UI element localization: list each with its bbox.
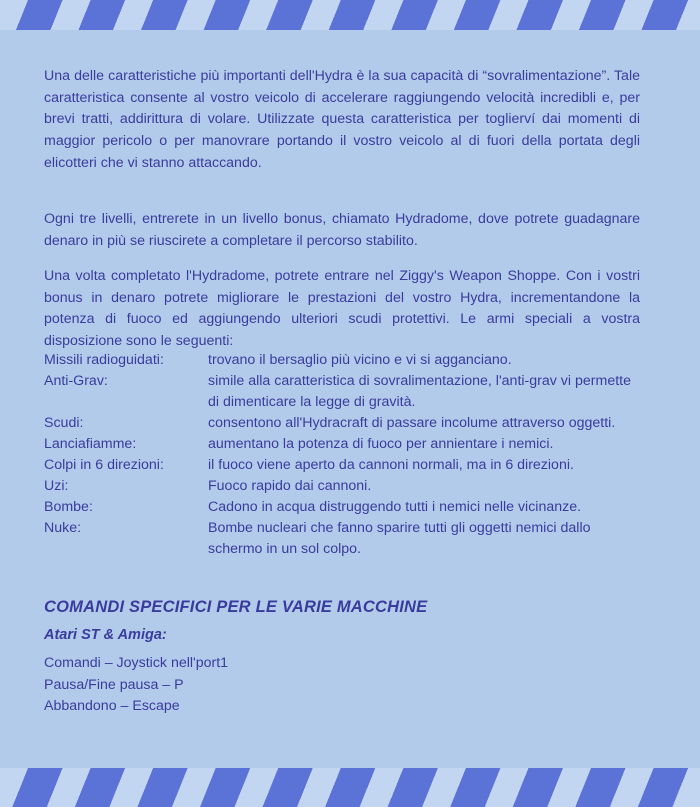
top-stripe-band — [0, 0, 700, 30]
weapon-description: simile alla caratteristica di sovralimentazione, l'anti-grav vi permette di dimenticare la legge di gravità. — [208, 373, 631, 410]
weapon-name: Bombe: — [44, 499, 93, 515]
weapon-name: Missili radioguidati: — [44, 352, 164, 368]
weapon-row — [44, 518, 644, 560]
weapon-row — [44, 371, 644, 413]
weapon-row — [44, 413, 644, 434]
control-line: Comandi – Joystick nell'port1 — [44, 655, 229, 671]
weapon-description: consentono all'Hydracraft di passare incolume attraverso oggetti. — [208, 415, 616, 431]
weapon-row — [44, 497, 644, 518]
weapon-description: Cadono in acqua distruggendo tutti i nemici nelle vicinanze. — [208, 499, 582, 515]
weapon-description: aumentano la potenza di fuoco per annientare i nemici. — [208, 436, 554, 452]
weapon-description: il fuoco viene aperto da cannoni normali, ma in 6 direzioni. — [208, 457, 574, 473]
weapon-row — [44, 455, 644, 476]
paragraph-supercharge: Una delle caratteristiche più importanti dell'Hydra è la sua capacità di “sovralimentazione”. Tale caratteristica consente al vostro veicolo di accelerare raggiungendo velocità incredibli e, per brevi tratti, addirittura di volare. Utilizzate questa caratteristica per toglierví dai momenti di maggior pericolo o per manovrare portando il vostro veicolo al di fuori della portata degli elicotteri che vi stanno attaccando. — [44, 68, 640, 171]
weapon-list — [44, 350, 644, 560]
weapon-row — [44, 476, 644, 497]
controls-list — [44, 653, 228, 718]
paragraph-hydradome: Ogni tre livelli, entrerete in un livello bonus, chiamato Hydradome, dove potrete guadagnare denaro in più se riuscirete a completare il percorso stabilito. — [44, 211, 640, 249]
weapon-name: Scudi: — [44, 415, 84, 431]
weapon-name: Colpi in 6 direzioni: — [44, 457, 164, 473]
weapon-row — [44, 434, 644, 455]
intro-text — [44, 66, 640, 350]
commands-heading: COMANDI SPECIFICI PER LE VARIE MACCHINE — [44, 598, 428, 616]
weapon-name: Lanciafiamme: — [44, 436, 137, 452]
weapon-name: Anti-Grav: — [44, 373, 108, 389]
platform-heading: Atari ST & Amiga: — [44, 627, 167, 643]
paragraph-weapon-shoppe: Una volta completato l'Hydradome, potrete entrare nel Ziggy's Weapon Shoppe. Con i vostri bonus in denaro potrete migliorare le prestazioni del vostro Hydra, incrementandone la potenza di fuoco ed aggiungendo ulteriori scudi protettivi. Le armi speciali a vostra disposizione sono le seguenti: — [44, 268, 640, 350]
control-line: Abbandono – Escape — [44, 698, 180, 714]
weapon-row — [44, 350, 644, 371]
bottom-stripe-band — [0, 768, 700, 807]
control-line: Pausa/Fine pausa – P — [44, 676, 184, 693]
weapon-description: Fuoco rapido dai cannoni. — [208, 478, 372, 494]
weapon-name: Nuke: — [44, 520, 82, 536]
weapon-name: Uzi: — [44, 478, 69, 494]
weapon-description: trovano il bersaglio più vicino e vi si agganciano. — [208, 352, 512, 368]
weapon-description: Bombe nucleari che fanno sparire tutti gli oggetti nemici dallo schermo in un sol colpo. — [208, 520, 591, 557]
